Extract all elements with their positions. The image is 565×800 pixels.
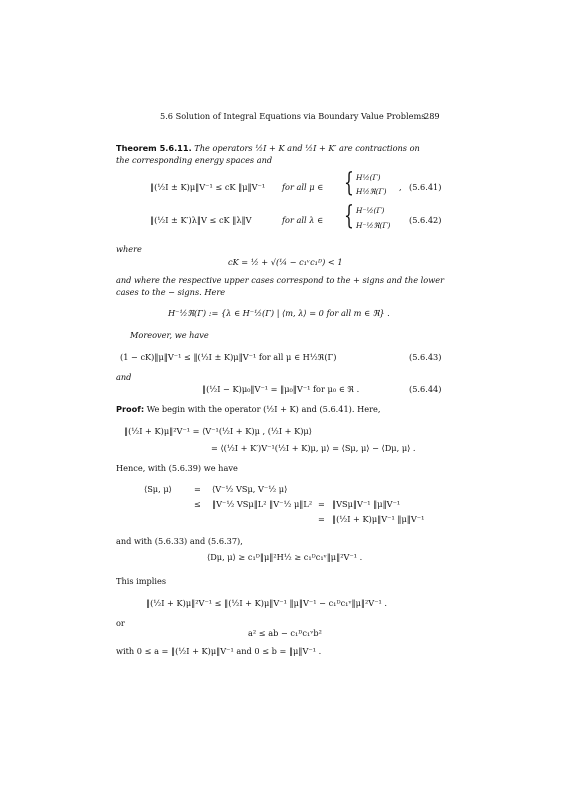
d-inequality: ⟨Dμ, μ⟩ ≥ c₁ᴰ‖μ‖²H½ ≥ c₁ᴰc₁ᵛ‖μ‖²V⁻¹ . — [207, 552, 363, 562]
eq-5-6-41-brace: { — [344, 168, 354, 198]
final-line: with 0 ≤ a = ‖(½I + K)μ‖V⁻¹ and 0 ≤ b = ‖μ‖V⁻¹ . — [116, 646, 322, 656]
proof-equation-line2: = ⟨(½I + K′)V⁻¹(½I + K)μ, μ⟩ = ⟨Sμ, μ⟩ − ⟨Dμ, μ⟩ . — [211, 443, 416, 453]
eq-5-6-41-lhs: ‖(½I ± K)μ‖V⁻¹ ≤ cK ‖μ‖V⁻¹ — [150, 182, 266, 192]
eq-5-6-42-forall: for all λ ∈ — [282, 215, 324, 225]
align-row1-op: = — [194, 484, 201, 494]
moreover-text: Moreover, we have — [130, 330, 209, 340]
eq-5-6-44-body: ‖(½I − K)μ₀‖V⁻¹ = ‖μ₀‖V⁻¹ for μ₀ ∈ ℜ . — [202, 384, 360, 394]
eq-5-6-41-forall: for all μ ∈ — [282, 182, 324, 192]
theorem-statement-line1: The operators ½I + K and ½I + K′ are contractions on — [194, 143, 420, 153]
cases-text-line1: and where the respective upper cases correspond to the + signs and the lower — [116, 275, 444, 285]
eq-5-6-42-brace: { — [344, 201, 354, 231]
where-text: where — [116, 244, 142, 254]
running-header: 5.6 Solution of Integral Equations via Boundary Value Problems — [160, 111, 426, 121]
theorem-statement-line2: the corresponding energy spaces and — [116, 155, 273, 165]
align-row2-mid: ‖V⁻½ VSμ‖L² ‖V⁻½ μ‖L² — [212, 499, 313, 509]
eq-5-6-41-comma: , — [399, 182, 402, 192]
align-row2-op: ≤ — [194, 499, 201, 509]
ck-definition: cK = ½ + √(¼ − c₁ᵛc₁ᴰ) < 1 — [228, 257, 343, 267]
theorem-heading — [116, 143, 420, 154]
align-row2-rhs: ‖VSμ‖V⁻¹ ‖μ‖V⁻¹ — [332, 499, 401, 509]
implies-equation: ‖(½I + K)μ‖²V⁻¹ ≤ ‖(½I + K)μ‖V⁻¹ ‖μ‖V⁻¹ − c₁ᴰc₁ᵛ‖μ‖²V⁻¹ . — [146, 598, 388, 608]
space-definition: H⁻½ℜ(Γ) := {λ ∈ H⁻½(Γ) | ⟨m, λ⟩ = 0 for all m ∈ ℜ} . — [168, 308, 390, 318]
and-with-text: and with (5.6.33) and (5.6.37), — [116, 536, 243, 546]
eq-5-6-42-case2: H⁻½ℜ(Γ) — [356, 221, 391, 230]
theorem-label: Theorem 5.6.11. — [116, 143, 192, 153]
align-row2-op2: = — [318, 499, 325, 509]
eq-5-6-41-case1: H½(Γ) — [356, 173, 381, 182]
align-row1-rhs: ⟨V⁻½ VSμ, V⁻½ μ⟩ — [212, 484, 288, 494]
eq-5-6-42-lhs: ‖(½I ± K′)λ‖V ≤ cK ‖λ‖V — [150, 215, 252, 225]
proof-label: Proof: — [116, 404, 145, 414]
cases-text-line2: cases to the − signs. Here — [116, 287, 226, 297]
eq-5-6-41-case2: H½ℜ(Γ) — [356, 187, 387, 196]
page-number: 289 — [424, 111, 440, 121]
eq-5-6-41-number: (5.6.41) — [409, 182, 442, 192]
hence-text: Hence, with (5.6.39) we have — [116, 463, 238, 473]
proof-text: We begin with the operator (½I + K) and (5.6.41). Here, — [146, 404, 381, 414]
proof-line — [116, 404, 380, 415]
eq-5-6-42-case1: H⁻½(Γ) — [356, 206, 385, 215]
or-text: or — [116, 618, 125, 628]
align-row1-lhs: ⟨Sμ, μ⟩ — [144, 484, 172, 494]
eq-5-6-43-number: (5.6.43) — [409, 352, 442, 362]
align-row3-op: = — [318, 514, 325, 524]
align-row3-rhs: ‖(½I + K)μ‖V⁻¹ ‖μ‖V⁻¹ — [332, 514, 425, 524]
eq-5-6-44-number: (5.6.44) — [409, 384, 442, 394]
this-implies-text: This implies — [116, 576, 167, 586]
proof-equation-line1: ‖(½I + K)μ‖²V⁻¹ = ⟨V⁻¹(½I + K)μ , (½I + K)μ⟩ — [124, 426, 312, 436]
ab-inequality: a² ≤ ab − c₁ᴰc₁ᵛb² — [248, 628, 322, 638]
eq-5-6-43-body: (1 − cK)‖μ‖V⁻¹ ≤ ‖(½I ± K)μ‖V⁻¹ for all μ ∈ H½ℜ(Γ) — [120, 352, 337, 362]
eq-5-6-42-number: (5.6.42) — [409, 215, 442, 225]
and-text: and — [116, 372, 132, 382]
